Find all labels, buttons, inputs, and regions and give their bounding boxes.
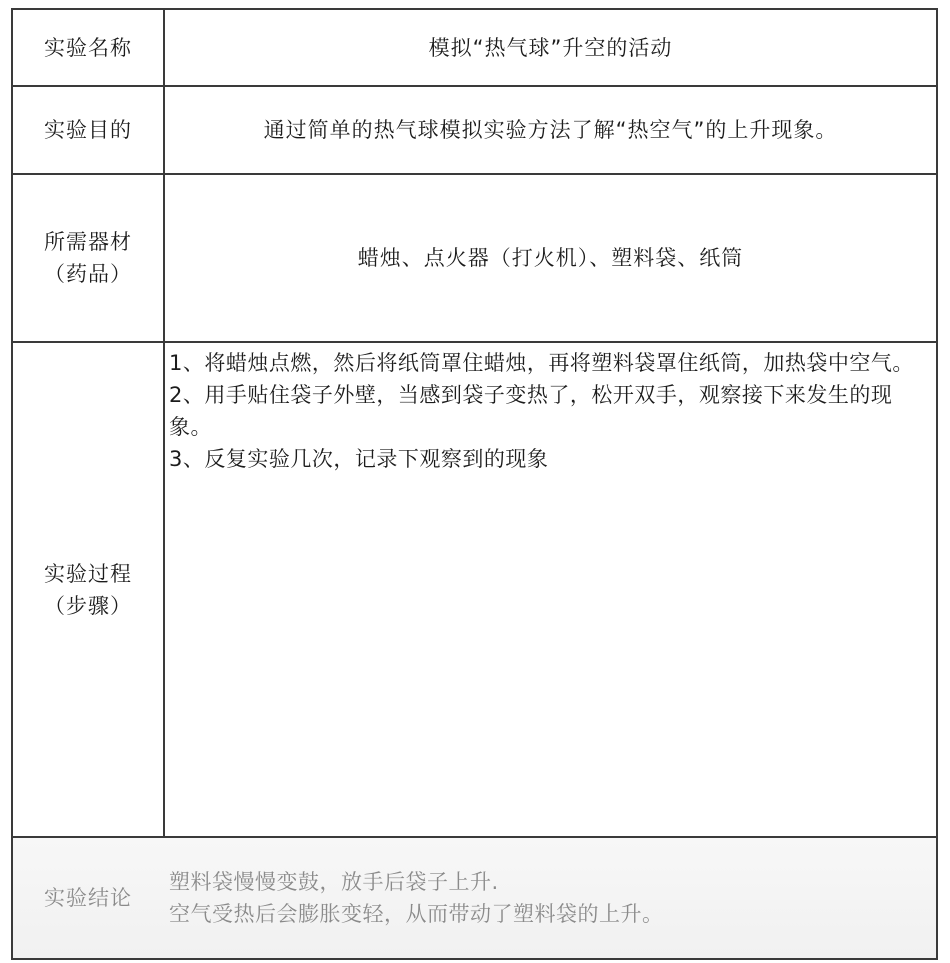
- conclusion-line: 塑料袋慢慢变鼓，放手后袋子上升.: [169, 870, 499, 894]
- row-conclusion: [13, 838, 936, 958]
- row-materials: [13, 175, 936, 343]
- label-experiment-name: 实验名称: [44, 35, 132, 60]
- experiment-table: [11, 8, 938, 960]
- value-experiment-purpose: 通过简单的热气球模拟实验方法了解“热空气”的上升现象。: [263, 118, 838, 142]
- procedure-step: 2、用手贴住袋子外壁，当感到袋子变热了，松开双手，观察接下来发生的现象。: [169, 383, 893, 439]
- value-materials: 蜡烛、点火器（打火机）、塑料袋、纸筒: [357, 246, 744, 270]
- procedure-step: 1、将蜡烛点燃，然后将纸筒罩住蜡烛，再将塑料袋罩住纸筒，加热袋中空气。: [169, 351, 914, 375]
- value-conclusion: [165, 838, 936, 958]
- label-experiment-purpose: 实验目的: [44, 118, 132, 142]
- label-procedure: 实验过程 （步骤）: [44, 561, 132, 618]
- row-experiment-name: [13, 10, 936, 87]
- row-experiment-purpose: [13, 87, 936, 175]
- value-procedure: [165, 343, 936, 836]
- conclusion-line: 空气受热后会膨胀变轻，从而带动了塑料袋的上升。: [169, 902, 664, 926]
- value-experiment-name: 模拟“热气球”升空的活动: [428, 35, 673, 60]
- label-materials: 所需器材 （药品）: [44, 230, 132, 286]
- procedure-step: 3、反复实验几次，记录下观察到的现象: [169, 447, 549, 471]
- row-procedure: [13, 343, 936, 838]
- label-conclusion: 实验结论: [44, 886, 132, 910]
